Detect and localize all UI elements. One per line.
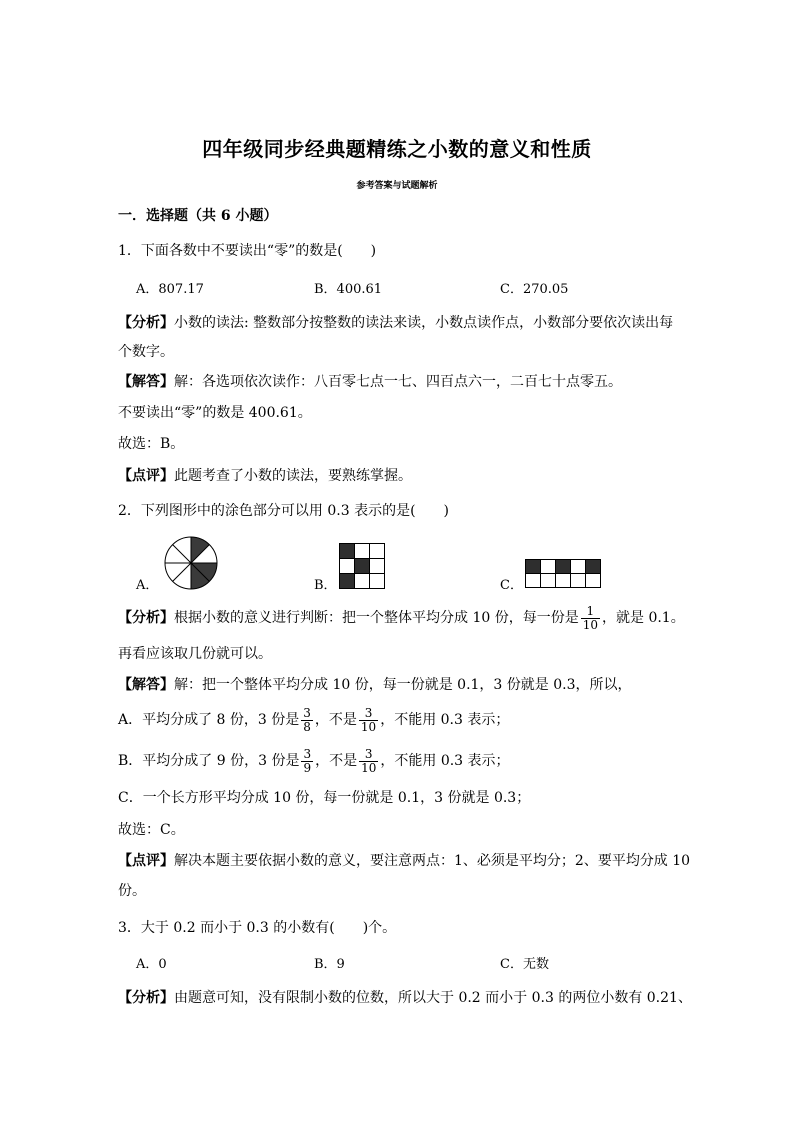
q3-analysis-text: 由题意可知，没有限制小数的位数，所以大于 0.2 而小于 0.3 的两位小数有 0.21、 [174,990,692,1006]
q2-review [118,851,690,871]
q1-answer [118,372,622,392]
page-title: 四年级同步经典题精练之小数的意义和性质 [202,137,592,161]
q3-analysis [118,988,692,1008]
review-tag: 【点评】 [118,468,174,484]
q1-review [118,466,412,486]
q2-analysis-text-end: ，就是 0.1。 [602,610,685,626]
analysis-tag: 【分析】 [118,315,174,331]
q2-analysis [118,604,685,632]
q2-line-a: A．平均分成了 8 份，3 份是 $\frac{3}{8}$ ，不是 $\frac{3}{10}$ ，不能用 0.3 表示； [118,705,510,734]
q1-analysis [118,313,673,333]
q2-answer [118,675,632,695]
q1-answer-text: 解：各选项依次读作：八百零七点一七、四百点六一，二百七十点零五。 [174,374,622,390]
q2-review-cont: 份。 [118,883,146,899]
analysis-tag: 【分析】 [118,990,174,1006]
fraction: $\frac{1}{10}$ [582,603,598,632]
review-tag: 【点评】 [118,853,174,869]
fraction: $\frac{3}{10}$ [361,746,377,775]
fraction: $\frac{3}{9}$ [303,746,312,775]
q1-answer-line2: 不要读出“零”的数是 400.61。 [118,405,312,421]
answer-tag: 【解答】 [118,374,174,390]
q2-answer-text: 解：把一个整体平均分成 10 份，每一份就是 0.1，3 份就是 0.3，所以， [174,677,632,693]
q1-option-b: B．400.61 [314,282,383,297]
q2-choice: 故选：C。 [118,822,185,838]
q2-stem: 2．下列图形中的涂色部分可以用 0.3 表示的是( ) [118,503,449,519]
q1-choice: 故选：B。 [118,436,185,452]
q2-line-b: B．平均分成了 9 份，3 份是 $\frac{3}{9}$ ，不是 $\frac{3}{10}$ ，不能用 0.3 表示； [118,746,510,775]
q2-line-c: C．一个长方形平均分成 10 份，每一份就是 0.1，3 份就是 0.3； [118,790,531,806]
q3-stem: 3．大于 0.2 而小于 0.3 的小数有( )个。 [118,920,397,936]
q2-option-a-label: A． [136,578,159,593]
section-heading: 一．选择题（共 6 小题） [118,208,278,224]
q1-analysis-cont: 个数字。 [118,344,174,360]
q2-rectangle-figure [525,559,601,589]
q1-option-c: C．270.05 [500,282,569,297]
q2-option-b-label: B． [314,578,337,593]
q2-analysis-text: 根据小数的意义进行判断：把一个整体平均分成 10 份，每一份是 [174,610,579,626]
fraction: $\frac{3}{10}$ [360,705,377,734]
q2-grid-figure [339,543,385,589]
page-subtitle: 参考答案与试题解析 [356,181,438,191]
q3-option-b: B．9 [314,957,345,972]
analysis-tag: 【分析】 [118,610,174,626]
q1-analysis-text: 小数的读法: 整数部分按整数的读法来读，小数点读作点，小数部分要依次读出每 [174,315,674,331]
answer-tag: 【解答】 [118,677,174,693]
q2-analysis-cont: 再看应该取几份就可以。 [118,646,272,662]
fraction: $\frac{3}{8}$ [303,705,311,734]
q1-option-a: A．807.17 [136,282,204,297]
q2-option-c-label: C． [500,578,523,593]
q2-circle-figure [163,535,219,591]
q3-option-c: C．无数 [500,957,549,972]
q2-review-text: 解决本题主要依据小数的意义，要注意两点：1、必须是平均分；2、要平均分成 10 [174,853,691,869]
q1-review-text: 此题考查了小数的读法，要熟练掌握。 [174,468,412,484]
q1-stem: 1．下面各数中不要读出“零”的数是( ) [118,243,377,259]
q3-option-a: A．0 [136,957,167,972]
